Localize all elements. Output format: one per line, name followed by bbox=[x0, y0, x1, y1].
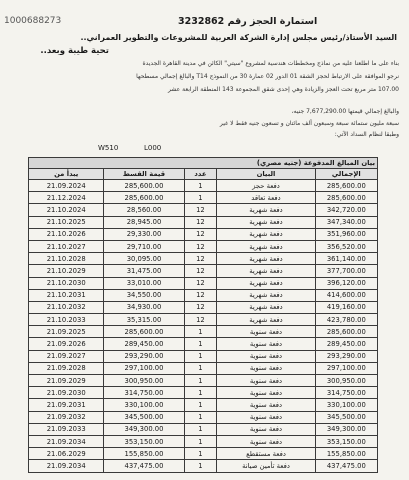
table-cell: 12 bbox=[184, 240, 217, 252]
table-cell: دفعة شهرية bbox=[217, 301, 315, 313]
column-header: عدد bbox=[184, 169, 217, 180]
form-title: استمارة الحجز رقم 3232862 bbox=[178, 16, 318, 27]
table-cell: 21.09.2029 bbox=[29, 375, 104, 387]
table-cell: 1 bbox=[184, 448, 217, 460]
column-header: الإجمالي bbox=[315, 169, 377, 180]
table-cell: 21.10.2033 bbox=[29, 314, 104, 326]
table-cell: 21.10.2029 bbox=[29, 265, 104, 277]
table-cell: دفعة سنوية bbox=[217, 399, 315, 411]
table-cell: دفعة شهرية bbox=[217, 216, 315, 228]
table-cell: دفعة شهرية bbox=[217, 253, 315, 265]
table-cell: 285,600.00 bbox=[104, 180, 184, 192]
table-row bbox=[29, 338, 378, 350]
table-cell: 314,750.00 bbox=[315, 387, 377, 399]
table-row bbox=[29, 277, 378, 289]
table-cell: 314,750.00 bbox=[104, 387, 184, 399]
table-cell: 423,780.00 bbox=[315, 314, 377, 326]
table-cell: 21.10.2027 bbox=[29, 240, 104, 252]
table-cell: 297,100.00 bbox=[104, 362, 184, 374]
table-cell: دفعة سنوية bbox=[217, 411, 315, 423]
price-line-2: سبعة مليون ستمائة سبعة وسبعون ألف مائتان و تسعون جنيه فقط لا غير bbox=[219, 120, 399, 127]
table-row bbox=[29, 314, 378, 326]
table-cell: 29,330.00 bbox=[104, 228, 184, 240]
table-cell: 1 bbox=[184, 460, 217, 472]
table-cell: 353,150.00 bbox=[104, 435, 184, 447]
table-row bbox=[29, 301, 378, 313]
table-cell: دفعة شهرية bbox=[217, 289, 315, 301]
table-cell: 21.06.2029 bbox=[29, 448, 104, 460]
table-row bbox=[29, 399, 378, 411]
table-cell: دفعة شهرية bbox=[217, 240, 315, 252]
table-row bbox=[29, 253, 378, 265]
table-cell: 1 bbox=[184, 350, 217, 362]
table-cell: دفعة شهرية bbox=[217, 228, 315, 240]
table-cell: 377,700.00 bbox=[315, 265, 377, 277]
table-cell: 349,300.00 bbox=[315, 423, 377, 435]
table-cell: 31,475.00 bbox=[104, 265, 184, 277]
table-cell: 12 bbox=[184, 216, 217, 228]
body-line-2: نرجو الموافقة على الارتباط لحجز الشقة 01 الدور 02 عمارة 30 من النموذج T14 والبالغ إجمالي مسطحها bbox=[136, 73, 399, 80]
table-cell: 21.09.2033 bbox=[29, 423, 104, 435]
table-row bbox=[29, 216, 378, 228]
table-cell: 21.09.2032 bbox=[29, 411, 104, 423]
table-cell: دفعة سنوية bbox=[217, 387, 315, 399]
table-cell: 285,600.00 bbox=[104, 326, 184, 338]
table-cell: 28,560.00 bbox=[104, 204, 184, 216]
table-cell: 414,600.00 bbox=[315, 289, 377, 301]
table-cell: 1 bbox=[184, 423, 217, 435]
table-cell: 12 bbox=[184, 204, 217, 216]
left-code: W510 bbox=[98, 144, 119, 152]
table-row bbox=[29, 448, 378, 460]
table-row bbox=[29, 375, 378, 387]
table-cell: 21.09.2025 bbox=[29, 326, 104, 338]
table-cell: 12 bbox=[184, 301, 217, 313]
column-header: قيمة القسط bbox=[104, 169, 184, 180]
table-cell: دفعة سنوية bbox=[217, 338, 315, 350]
table-cell: 1 bbox=[184, 411, 217, 423]
table-cell: دفعة سنوية bbox=[217, 435, 315, 447]
table-cell: 330,100.00 bbox=[104, 399, 184, 411]
table-cell: 155,850.00 bbox=[104, 448, 184, 460]
table-row bbox=[29, 326, 378, 338]
table-row bbox=[29, 362, 378, 374]
table-cell: 1 bbox=[184, 180, 217, 192]
table-cell: دفعة مستقطع bbox=[217, 448, 315, 460]
table-cell: 21.10.2026 bbox=[29, 228, 104, 240]
table-cell: 21.09.2030 bbox=[29, 387, 104, 399]
table-cell: 349,300.00 bbox=[104, 423, 184, 435]
table-cell: 21.10.2031 bbox=[29, 289, 104, 301]
table-cell: 361,140.00 bbox=[315, 253, 377, 265]
table-cell: 300,950.00 bbox=[315, 375, 377, 387]
table-cell: دفعة تعاقد bbox=[217, 192, 315, 204]
table-cell: 12 bbox=[184, 228, 217, 240]
table-cell: 347,340.00 bbox=[315, 216, 377, 228]
table-cell: 1 bbox=[184, 387, 217, 399]
table-cell: 437,475.00 bbox=[315, 460, 377, 472]
salutation-line: السيد الأستاذ/رئيس مجلس إدارة الشركة العربية للمشروعات والتطوير العمراني.. bbox=[80, 33, 397, 42]
table-cell: دفعة سنوية bbox=[217, 350, 315, 362]
table-row bbox=[29, 204, 378, 216]
table-cell: 356,520.00 bbox=[315, 240, 377, 252]
table-cell: دفعة سنوية bbox=[217, 423, 315, 435]
table-row bbox=[29, 387, 378, 399]
table-row bbox=[29, 180, 378, 192]
table-row bbox=[29, 289, 378, 301]
table-cell: 437,475.00 bbox=[104, 460, 184, 472]
table-cell: 33,010.00 bbox=[104, 277, 184, 289]
table-cell: 300,950.00 bbox=[104, 375, 184, 387]
table-cell: 155,850.00 bbox=[315, 448, 377, 460]
table-cell: 21.09.2024 bbox=[29, 180, 104, 192]
table-cell: 289,450.00 bbox=[315, 338, 377, 350]
table-row bbox=[29, 265, 378, 277]
table-cell: 21.10.2024 bbox=[29, 204, 104, 216]
table-cell: 293,290.00 bbox=[104, 350, 184, 362]
table-cell: 21.09.2031 bbox=[29, 399, 104, 411]
table-cell: 1 bbox=[184, 326, 217, 338]
table-cell: 21.10.2030 bbox=[29, 277, 104, 289]
table-cell: 1 bbox=[184, 362, 217, 374]
table-cell: 21.09.2028 bbox=[29, 362, 104, 374]
column-header: البيان bbox=[217, 169, 315, 180]
table-cell: 293,290.00 bbox=[315, 350, 377, 362]
table-cell: 289,450.00 bbox=[104, 338, 184, 350]
table-cell: 1 bbox=[184, 375, 217, 387]
table-cell: 342,720.00 bbox=[315, 204, 377, 216]
body-line-3: 107.00 متر مربع تحت العجز والزيادة وهي إحدى شقق المجموعة 143 المنطقة الرابعة عشر bbox=[168, 86, 399, 93]
table-cell: 351,960.00 bbox=[315, 228, 377, 240]
table-cell: 345,500.00 bbox=[315, 411, 377, 423]
table-cell: 1 bbox=[184, 192, 217, 204]
table-cell: 330,100.00 bbox=[315, 399, 377, 411]
document-number: 1000688273 bbox=[4, 16, 62, 26]
mid-code: L000 bbox=[144, 144, 162, 152]
greeting-line: تحية طيبة وبعد.. bbox=[40, 46, 109, 56]
table-cell: 419,160.00 bbox=[315, 301, 377, 313]
table-cell: دفعة شهرية bbox=[217, 204, 315, 216]
table-cell: دفعة شهرية bbox=[217, 277, 315, 289]
table-cell: 12 bbox=[184, 265, 217, 277]
payment-table bbox=[28, 157, 378, 473]
table-cell: 21.09.2026 bbox=[29, 338, 104, 350]
table-cell: 35,315.00 bbox=[104, 314, 184, 326]
price-line-1: والبالغ إجمالي قيمتها 7,677,290.00 جنيه، bbox=[291, 108, 399, 115]
table-caption: بيان المبالغ المدفوعة (جنيه مصري) bbox=[29, 158, 378, 169]
table-cell: 34,550.00 bbox=[104, 289, 184, 301]
table-cell: دفعة تأمين صيانة bbox=[217, 460, 315, 472]
table-cell: 1 bbox=[184, 338, 217, 350]
table-cell: 21.10.2025 bbox=[29, 216, 104, 228]
table-cell: 28,945.00 bbox=[104, 216, 184, 228]
table-cell: 12 bbox=[184, 277, 217, 289]
table-row bbox=[29, 192, 378, 204]
table-cell: 21.09.2034 bbox=[29, 460, 104, 472]
table-cell: 345,500.00 bbox=[104, 411, 184, 423]
table-row bbox=[29, 350, 378, 362]
table-cell: 285,600.00 bbox=[315, 326, 377, 338]
table-cell: 34,930.00 bbox=[104, 301, 184, 313]
table-cell: 21.10.2032 bbox=[29, 301, 104, 313]
table-row bbox=[29, 423, 378, 435]
table-row bbox=[29, 411, 378, 423]
table-row bbox=[29, 240, 378, 252]
column-header: يبدأ من bbox=[29, 169, 104, 180]
table-cell: 285,600.00 bbox=[104, 192, 184, 204]
table-cell: 21.09.2034 bbox=[29, 435, 104, 447]
table-cell: دفعة سنوية bbox=[217, 375, 315, 387]
table-cell: 285,600.00 bbox=[315, 180, 377, 192]
table-cell: دفعة شهرية bbox=[217, 314, 315, 326]
table-cell: 21.12.2024 bbox=[29, 192, 104, 204]
table-row bbox=[29, 460, 378, 472]
table-code-row bbox=[40, 143, 376, 155]
table-cell: دفعة حجز bbox=[217, 180, 315, 192]
table-cell: دفعة شهرية bbox=[217, 265, 315, 277]
table-cell: 297,100.00 bbox=[315, 362, 377, 374]
body-line-1: بناء على ما اطلعنا عليه من نماذج ومخططات هندسية لمشروع "سيتي" الكائن في مدينة القاهرة الجديدة bbox=[142, 60, 399, 67]
table-cell: 12 bbox=[184, 289, 217, 301]
table-cell: 12 bbox=[184, 253, 217, 265]
price-line-3: وطبقا لنظام السداد الآتي: bbox=[334, 131, 399, 138]
table-cell: 1 bbox=[184, 399, 217, 411]
table-cell: دفعة سنوية bbox=[217, 326, 315, 338]
table-cell: دفعة سنوية bbox=[217, 362, 315, 374]
table-row bbox=[29, 228, 378, 240]
table-row bbox=[29, 435, 378, 447]
table-cell: 353,150.00 bbox=[315, 435, 377, 447]
table-cell: 29,710.00 bbox=[104, 240, 184, 252]
table-cell: 21.09.2027 bbox=[29, 350, 104, 362]
table-cell: 30,095.00 bbox=[104, 253, 184, 265]
table-cell: 1 bbox=[184, 435, 217, 447]
table-cell: 396,120.00 bbox=[315, 277, 377, 289]
table-cell: 21.10.2028 bbox=[29, 253, 104, 265]
table-cell: 285,600.00 bbox=[315, 192, 377, 204]
table-cell: 12 bbox=[184, 314, 217, 326]
